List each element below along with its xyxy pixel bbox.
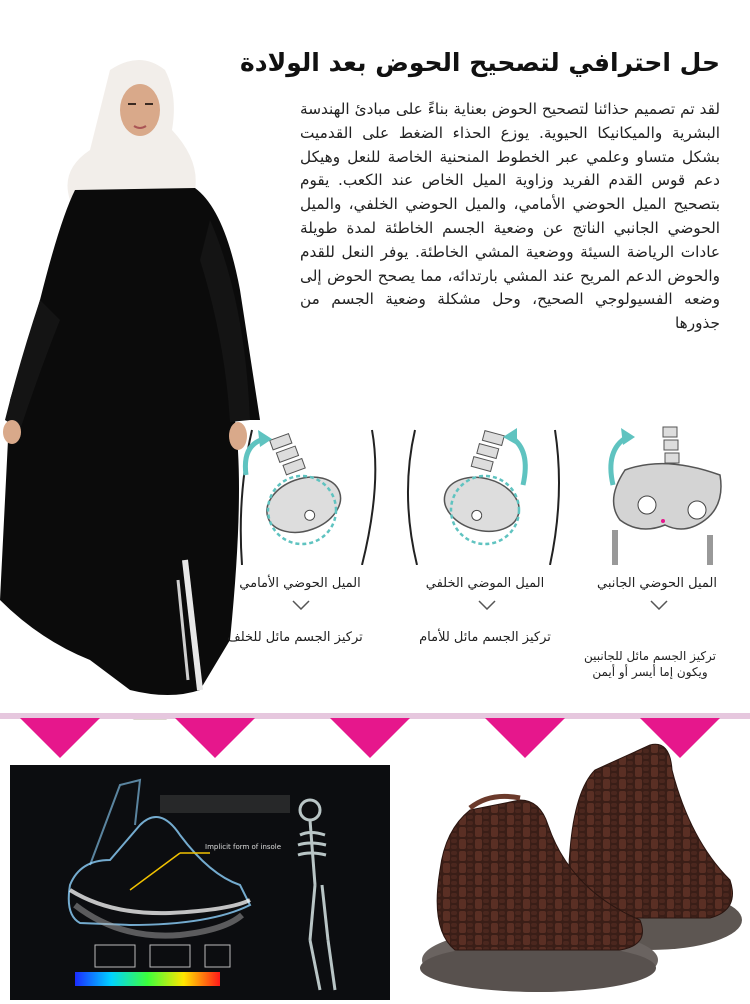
chevron-down-icon (292, 600, 310, 610)
anterior-tilt-diagram (222, 425, 382, 565)
pelvis-desc-posterior: تركيز الجسم مائل للأمام (419, 630, 551, 645)
xray-callout-label: Implicit form of insole (205, 843, 282, 851)
woman-in-abaya-image (0, 40, 270, 720)
pelvis-desc-lateral: تركيز الجسم مائل للجانبين ويكون إما أيسر أو أيمن (583, 649, 717, 679)
page-title: حل احترافي لتصحيح الحوض بعد الولادة (240, 48, 720, 77)
lateral-tilt-diagram (585, 425, 735, 565)
posterior-tilt-diagram (405, 425, 565, 565)
description-paragraph: لقد تم تصميم حذائنا لتصحيح الحوض بعناية بناءً على مبادئ الهندسة البشرية والميكانيكا الحيوية. يوزع الحذاء الضغط على القدميت بشكل متساو وعلمي عبر الخطوط المنحنية الخاصة للنعل وهيكل دعم قوس القدم الفريد وزاوية الميل الخاص عند الكعب. يقوم بتصحيح الميل الحوضي الأمامي، والميل الحوضي الخلفي، والميل الحوضي الجانبي الناتج عن وضعية الجسم الخاطئة لمدة طويلة عادات الرياضة السيئة ووضعية المشي الخاطئة. يوفر النعل للقدم والحوض الدعم المريح عند المشي بارتدائه، مما يصحح الحوض إلى وضعه الفسيولوجي الصحيح، وحل مشكلة وضعية الجسم من جذورها (300, 100, 720, 333)
chevron-down-icon (478, 600, 496, 610)
chevron-down-icon (650, 600, 668, 610)
xray-foot-image (10, 765, 390, 1000)
pelvis-desc-anterior: تركيز الجسم مائل للخلف (227, 630, 363, 645)
pelvis-label-posterior: الميل الموضي الخلفي (425, 576, 545, 591)
pelvis-label-lateral: الميل الحوضي الجانبي (597, 576, 717, 591)
woven-leather-boots-image (410, 730, 745, 995)
pelvis-label-anterior: الميل الحوضي الأمامي (239, 576, 361, 591)
